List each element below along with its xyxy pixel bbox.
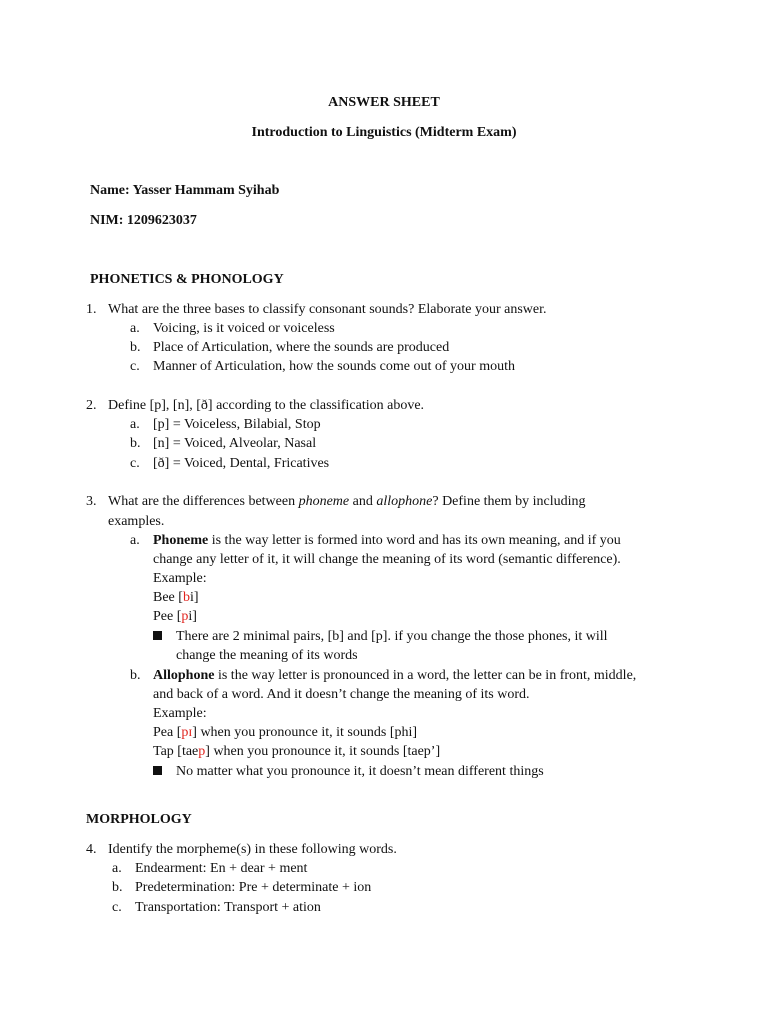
bullet-text-cont: change the meaning of its words xyxy=(176,648,358,663)
question-3-text-cont: examples. xyxy=(108,514,165,529)
question-4-text: Identify the morpheme(s) in these following words. xyxy=(108,842,397,857)
question-number: 4. xyxy=(86,842,97,857)
question-2-text: Define [p], [n], [ð] according to the classification above. xyxy=(108,398,425,413)
term-phoneme: phoneme xyxy=(298,494,350,509)
list-label: c. xyxy=(130,456,140,471)
section-heading-phonetics: PHONETICS & PHONOLOGY xyxy=(90,272,284,287)
example-tap: Tap [taep] when you pronounce it, it sounds [taep’] xyxy=(153,744,441,759)
list-item: [ð] = Voiced, Dental, Fricatives xyxy=(153,456,330,471)
bullet-text: There are 2 minimal pairs, [b] and [p]. if you change the those phones, it will xyxy=(176,629,608,644)
phoneme-definition: Phoneme is the way letter is formed into word and has its own meaning, and if you xyxy=(153,533,621,548)
bullet-text: No matter what you pronounce it, it doesn’t mean different things xyxy=(176,764,544,779)
bullet-square-icon xyxy=(153,627,162,646)
list-item: Place of Articulation, where the sounds are produced xyxy=(153,340,450,355)
list-label: b. xyxy=(112,880,123,895)
example-label: Example: xyxy=(153,706,207,721)
example-bee: Bee [bi] xyxy=(153,590,199,605)
allophone-definition: Allophone is the way letter is pronounced in a word, the letter can be in front, middle, xyxy=(153,668,637,683)
example-pee: Pee [pi] xyxy=(153,609,197,624)
list-item: Predetermination: Pre + determinate + ion xyxy=(135,880,372,895)
question-1-text: What are the three bases to classify consonant sounds? Elaborate your answer. xyxy=(108,302,547,317)
page-title: ANSWER SHEET xyxy=(328,95,440,110)
term-allophone: allophone xyxy=(376,494,433,509)
list-item: [p] = Voiceless, Bilabial, Stop xyxy=(153,417,321,432)
question-3-text: What are the differences between phoneme and allophone? Define them by including xyxy=(108,494,586,509)
list-label: a. xyxy=(112,861,122,876)
list-label: b. xyxy=(130,340,141,355)
list-item: Voicing, is it voiced or voiceless xyxy=(153,321,335,336)
list-item: Endearment: En + dear + ment xyxy=(135,861,308,876)
example-pea: Pea [pɪ] when you pronounce it, it sounds [phi] xyxy=(153,725,418,740)
list-label: a. xyxy=(130,417,140,432)
list-label: c. xyxy=(130,359,140,374)
list-item: Manner of Articulation, how the sounds come out of your mouth xyxy=(153,359,515,374)
student-name: Name: Yasser Hammam Syihab xyxy=(90,183,280,198)
bullet-square-icon xyxy=(153,762,162,781)
list-label: a. xyxy=(130,533,140,548)
phoneme-definition-cont: change any letter of it, it will change the meaning of its word (semantic difference). xyxy=(153,552,621,567)
list-label: a. xyxy=(130,321,140,336)
question-number: 1. xyxy=(86,302,97,317)
list-item: [n] = Voiced, Alveolar, Nasal xyxy=(153,436,317,451)
list-item: Transportation: Transport + ation xyxy=(135,900,321,915)
question-number: 3. xyxy=(86,494,97,509)
allophone-definition-cont: and back of a word. And it doesn’t change the meaning of its word. xyxy=(153,687,530,702)
example-label: Example: xyxy=(153,571,207,586)
student-nim: NIM: 1209623037 xyxy=(90,213,197,228)
list-label: b. xyxy=(130,436,141,451)
page-subtitle: Introduction to Linguistics (Midterm Exam) xyxy=(251,125,517,140)
list-label: b. xyxy=(130,668,141,683)
list-label: c. xyxy=(112,900,122,915)
section-heading-morphology: MORPHOLOGY xyxy=(86,812,192,827)
question-number: 2. xyxy=(86,398,97,413)
